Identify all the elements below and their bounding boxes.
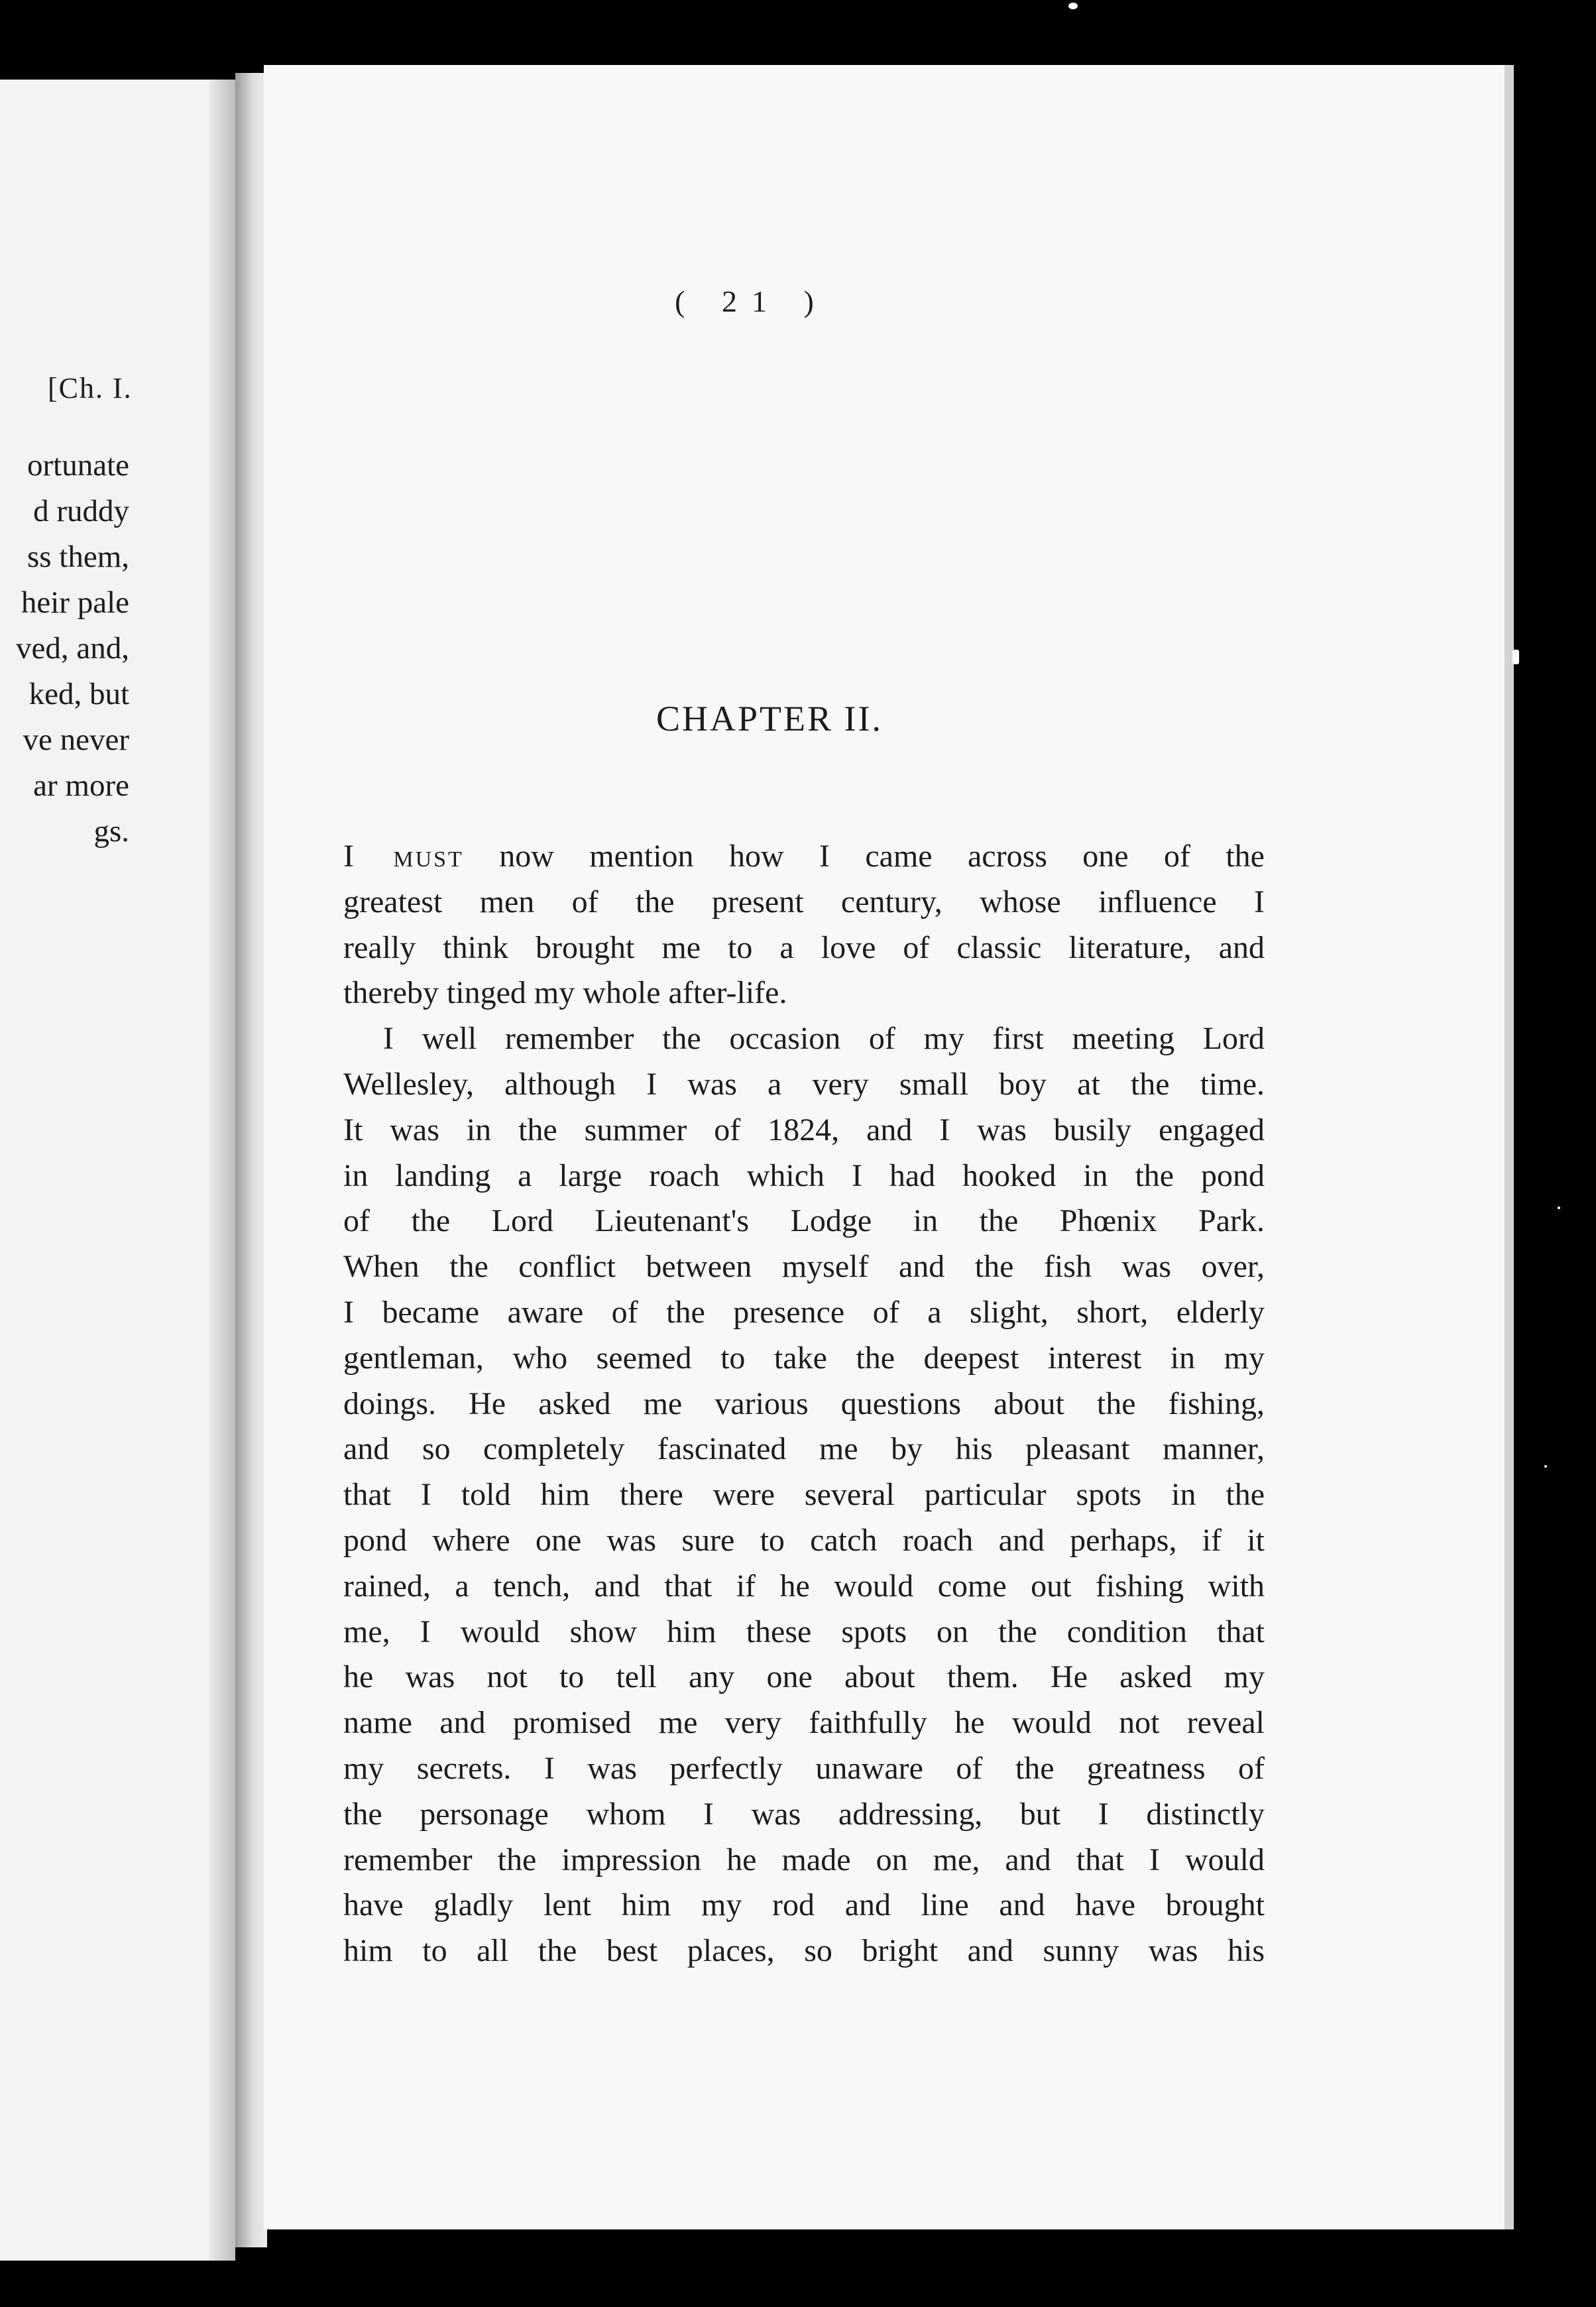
text-line: he was not to tell any one about them. He asked my (343, 1659, 1265, 1695)
text-line: d ruddy (33, 494, 129, 528)
text-line: It was in the summer of 1824, and I was busily engaged (343, 1112, 1265, 1148)
text-line: ve never (23, 723, 129, 757)
text-line: remember the impression he made on me, and that I would (343, 1842, 1265, 1877)
page-gutter-shadow (209, 80, 235, 2261)
dust-speck (1558, 1207, 1560, 1209)
left-page-text (0, 443, 129, 855)
text-line: really think brought me to a love of classic literature, and (343, 929, 1265, 965)
text-line: ortunate (27, 448, 129, 483)
text-line: rained, a tench, and that if he would come out fishing with (343, 1568, 1265, 1604)
text-line: pond where one was sure to catch roach and perhaps, if it (343, 1522, 1265, 1558)
text-line: and so completely fascinated me by his pleasant manner, (343, 1431, 1265, 1467)
dust-speck (1544, 1465, 1547, 1468)
text-line: ar more (33, 768, 129, 803)
text-line: the personage whom I was addressing, but I distinctly (343, 1796, 1265, 1832)
text-line: him to all the best places, so bright and sunny was his (343, 1933, 1265, 1969)
dust-speck (1068, 3, 1078, 9)
text-line: have gladly lent him my rod and line and have brought (343, 1887, 1265, 1923)
text-line: gs. (93, 814, 129, 849)
text-line: heir pale (21, 585, 129, 620)
text-line: that I told him there were several particular spots in the (343, 1477, 1265, 1513)
text-line: thereby tinged my whole after-life. (343, 975, 787, 1011)
left-page (0, 80, 235, 2261)
chapter-title: CHAPTER II. (656, 699, 883, 739)
text-line: ved, and, (16, 631, 129, 666)
text-line: I must now mention how I came across one of the (343, 839, 1265, 874)
text-line: doings. He asked me various questions about the fishing, (343, 1386, 1265, 1421)
text-line: I became aware of the presence of a slight, short, elderly (343, 1294, 1265, 1330)
text-line: When the conflict between myself and the fish was over, (343, 1249, 1265, 1285)
text-line: greatest men of the present century, whose influence I (343, 884, 1265, 919)
right-page (264, 65, 1514, 2229)
chapter-body (343, 834, 1265, 1974)
text-line: of the Lord Lieutenant's Lodge in the Phœnix Park. (343, 1203, 1265, 1239)
text-line: ss them, (27, 540, 129, 574)
text-line: ked, but (28, 677, 129, 711)
text-line: Wellesley, although I was a very small boy at the time. (343, 1066, 1265, 1102)
page-number: ( 21 ) (675, 284, 828, 318)
dust-speck (1512, 650, 1519, 664)
text-line: name and promised me very faithfully he would not reveal (343, 1705, 1265, 1741)
text-line: in landing a large roach which I had hooked in the pond (343, 1157, 1265, 1193)
text-line: my secrets. I was perfectly unaware of the greatness of (343, 1750, 1265, 1786)
opening-words: I must (343, 839, 464, 874)
book-spine (235, 73, 267, 2247)
text-line: gentleman, who seemed to take the deepest interest in my (343, 1340, 1265, 1376)
running-head: [Ch. I. (48, 372, 133, 404)
text-line: me, I would show him these spots on the condition that (343, 1614, 1265, 1649)
text-line: I well remember the occasion of my first meeting Lord (383, 1021, 1265, 1057)
